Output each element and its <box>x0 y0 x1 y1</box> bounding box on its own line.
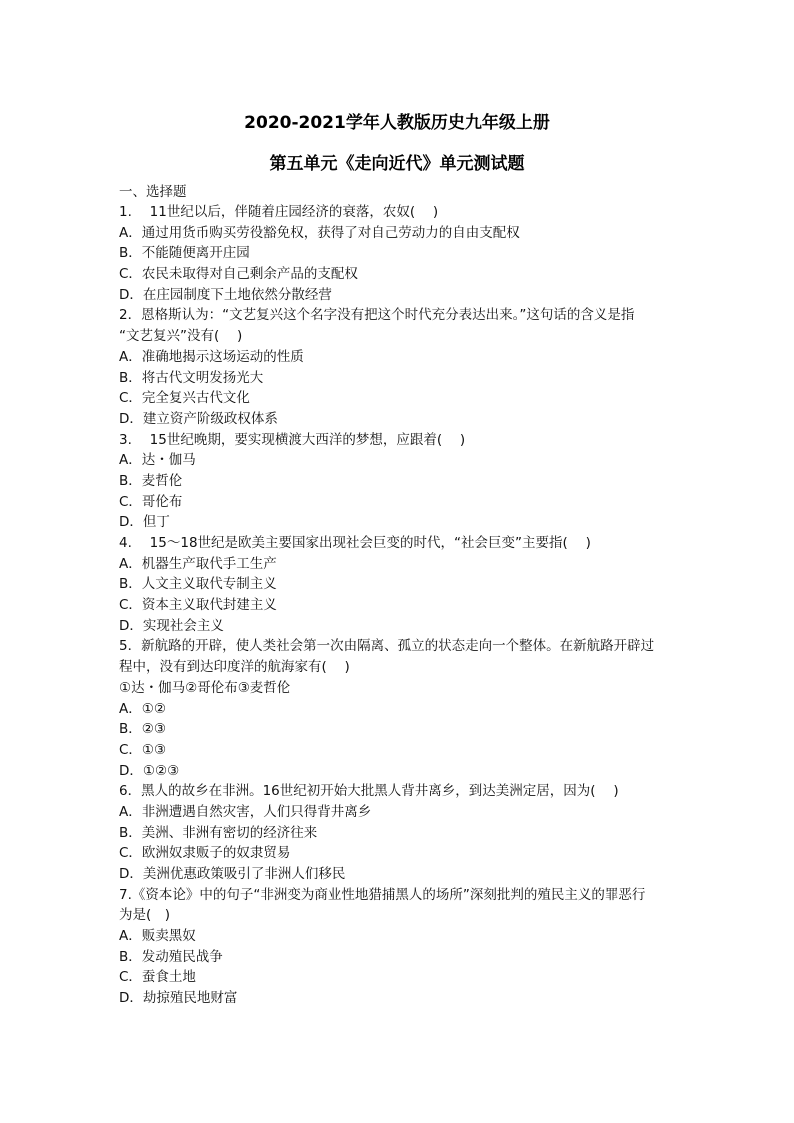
answer-option: D．①②③ <box>119 762 180 779</box>
answer-option: C．资本主义取代封建主义 <box>119 597 277 614</box>
question-stem: 3. 15世纪晚期，要实现横渡大西洋的梦想，应跟着( ) <box>119 431 466 448</box>
question-list <box>119 202 679 1009</box>
answer-option: C．哥伦布 <box>119 493 183 510</box>
answer-option: B．不能随便离开庄园 <box>119 245 250 262</box>
question-stem: 4. 15～18世纪是欧美主要国家出现社会巨变的时代，“社会巨变”主要指( ) <box>119 535 591 551</box>
answer-option: B．②③ <box>119 721 166 738</box>
question-item <box>119 533 679 636</box>
question-item <box>119 430 679 533</box>
question-stem: ①达・伽马②哥伦布③麦哲伦 <box>119 679 291 696</box>
question-item <box>119 885 679 1009</box>
answer-option: C．农民未取得对自己剩余产品的支配权 <box>119 266 358 283</box>
answer-option: D．美洲优惠政策吸引了非洲人们移民 <box>119 866 346 882</box>
question-item <box>119 305 679 429</box>
question-stem: 1. 11世纪以后，伴随着庄园经济的衰落，农奴( ) <box>119 204 439 220</box>
answer-option: C．蚕食土地 <box>119 969 196 986</box>
answer-option: D．实现社会主义 <box>119 617 224 634</box>
answer-option: A．机器生产取代手工生产 <box>119 555 277 572</box>
question-stem: 5．新航路的开辟，使人类社会第一次由隔离、孤立的状态走向一个整体。在新航路开辟过 <box>119 638 655 655</box>
answer-option: A．非洲遭遇自然灾害，人们只得背井离乡 <box>119 803 372 820</box>
answer-option: D．建立资产阶级政权体系 <box>119 410 278 427</box>
answer-option: A．达・伽马 <box>119 452 196 469</box>
answer-option: D．但丁 <box>119 514 170 531</box>
answer-option: B．发动殖民战争 <box>119 948 223 965</box>
question-item <box>119 636 679 781</box>
answer-option: B．人文主义取代专制主义 <box>119 576 277 593</box>
answer-option: A．①② <box>119 700 166 717</box>
answer-option: A．准确地揭示这场运动的性质 <box>119 348 304 365</box>
answer-option: B．将古代文明发扬光大 <box>119 369 264 386</box>
answer-option: C．欧洲奴隶贩子的奴隶贸易 <box>119 845 291 862</box>
question-stem: 程中，没有到达印度洋的航海家有( ) <box>119 659 350 676</box>
answer-option: C．完全复兴古代文化 <box>119 390 250 407</box>
answer-option: B．美洲、非洲有密切的经济往来 <box>119 824 318 841</box>
answer-option: C．①③ <box>119 741 167 758</box>
question-item <box>119 202 679 305</box>
document-subtitle: 第五单元《走向近代》单元测试题 <box>269 154 525 174</box>
answer-option: A．贩卖黑奴 <box>119 928 196 945</box>
question-stem: 6．黑人的故乡在非洲。16世纪初开始大批黑人背井离乡，到达美洲定居，因为( ) <box>119 783 619 800</box>
question-stem: “文艺复兴”没有( ) <box>119 328 243 345</box>
question-stem: 7.《资本论》中的句子“非洲变为商业性地猎捕黑人的场所”深刻批判的殖民主义的罪恶行 <box>119 886 646 903</box>
answer-option: B．麦哲伦 <box>119 472 183 489</box>
question-item <box>119 781 679 884</box>
answer-option: D．劫掠殖民地财富 <box>119 990 238 1007</box>
answer-option: D．在庄园制度下土地依然分散经营 <box>119 286 332 303</box>
document-title: 2020-2021学年人教版历史九年级上册 <box>244 113 550 133</box>
question-stem: 为是( ) <box>119 907 171 924</box>
answer-option: A．通过用货币购买劳役豁免权，获得了对自己劳动力的自由支配权 <box>119 224 520 241</box>
section-heading: 一、选择题 <box>119 184 187 200</box>
question-stem: 2．恩格斯认为：“文艺复兴这个名字没有把这个时代充分表达出来。”这句话的含义是指 <box>119 307 635 324</box>
